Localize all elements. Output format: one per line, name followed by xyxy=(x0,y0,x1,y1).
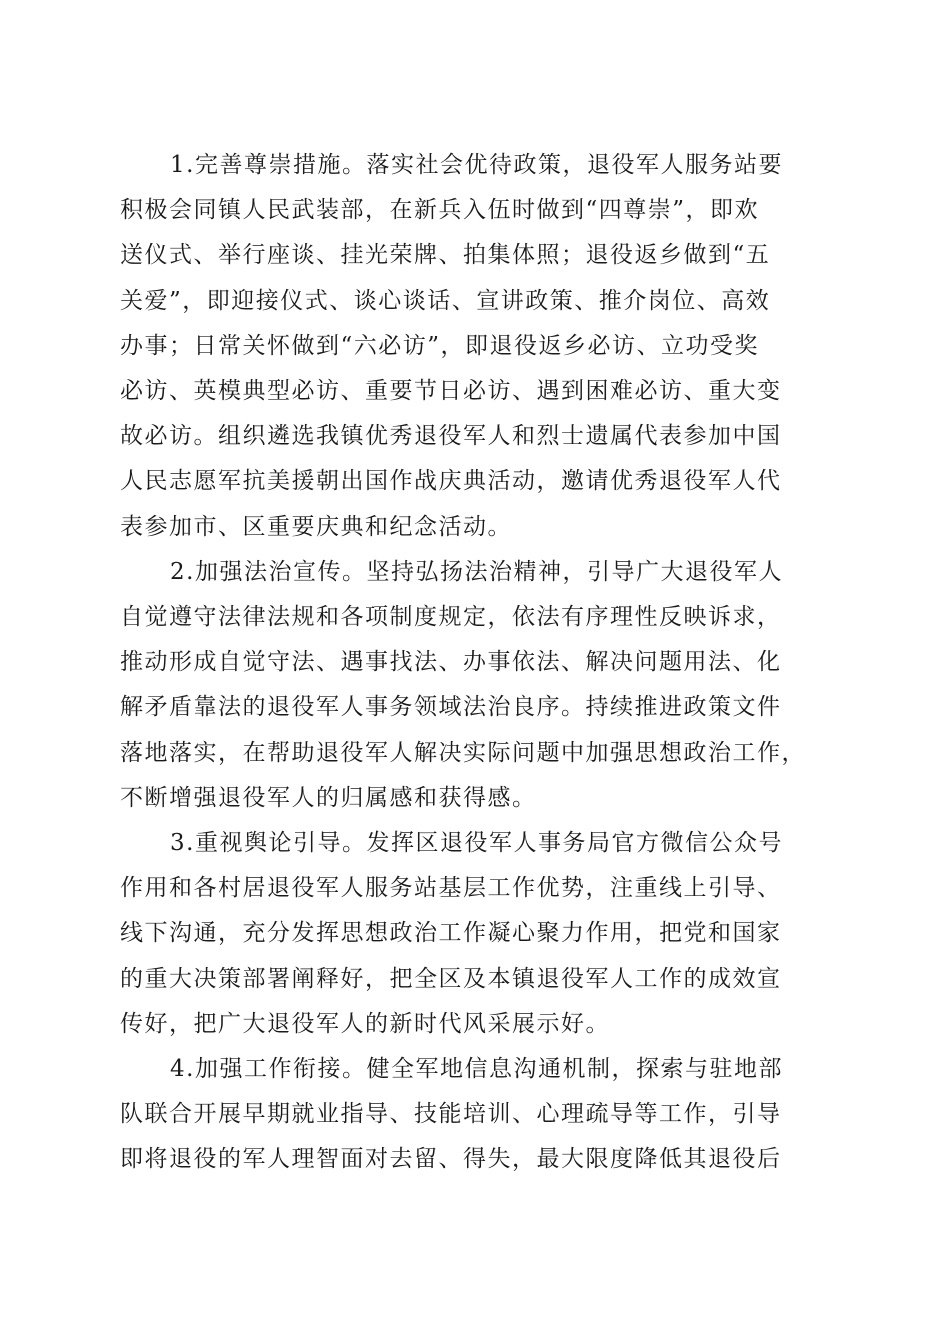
paragraph-line: 送仪式、举行座谈、挂光荣牌、拍集体照；退役返乡做到“五 xyxy=(120,242,771,269)
paragraph-line: 表参加市、区重要庆典和纪念活动。 xyxy=(120,513,512,540)
paragraph-line: 积极会同镇人民武装部，在新兵入伍时做到“四尊崇”，即欢 xyxy=(120,197,760,224)
paragraph-4 xyxy=(120,1047,832,1183)
paragraph-line: 即将退役的军人理智面对去留、得失，最大限度降低其退役后 xyxy=(120,1146,782,1173)
paragraph-line: 故必访。组织遴选我镇优秀退役军人和烈士遗属代表参加中国 xyxy=(120,423,782,450)
paragraph-line: 落地落实，在帮助退役军人解决实际问题中加强思想政治工作， xyxy=(120,739,806,766)
paragraph-line: 3.重视舆论引导。发挥区退役军人事务局官方微信公众号 xyxy=(170,830,783,857)
paragraph-line: 2.加强法治宣传。坚持弘扬法治精神，引导广大退役军人 xyxy=(170,558,783,585)
paragraph-line: 传好，把广大退役军人的新时代风采展示好。 xyxy=(120,1010,610,1037)
paragraph-line: 的重大决策部署阐释好，把全区及本镇退役军人工作的成效宣 xyxy=(120,965,782,992)
paragraph-line: 不断增强退役军人的归属感和获得感。 xyxy=(120,784,537,811)
paragraph-line: 1.完善尊崇措施。落实社会优待政策，退役军人服务站要 xyxy=(170,152,783,178)
paragraph-line: 4.加强工作衔接。健全军地信息沟通机制，探索与驻地部 xyxy=(170,1056,783,1083)
paragraph-1 xyxy=(120,143,832,550)
paragraph-line: 作用和各村居退役军人服务站基层工作优势，注重线上引导、 xyxy=(120,875,782,902)
paragraph-line: 关爱”，即迎接仪式、谈心谈话、宣讲政策、推介岗位、高效 xyxy=(120,287,771,314)
paragraph-2 xyxy=(120,550,832,821)
paragraph-line: 队联合开展早期就业指导、技能培训、心理疏导等工作，引导 xyxy=(120,1101,782,1128)
paragraph-line: 线下沟通，充分发挥思想政治工作凝心聚力作用，把党和国家 xyxy=(120,920,782,947)
paragraph-line: 必访、英模典型必访、重要节日必访、遇到困难必访、重大变 xyxy=(120,378,782,405)
paragraph-line: 推动形成自觉守法、遇事找法、办事依法、解决问题用法、化 xyxy=(120,649,782,676)
paragraph-line: 自觉遵守法律法规和各项制度规定，依法有序理性反映诉求， xyxy=(120,604,782,631)
body-text xyxy=(120,143,832,1183)
paragraph-line: 办事；日常关怀做到“六必访”，即退役返乡必访、立功受奖 xyxy=(120,332,760,359)
paragraph-3 xyxy=(120,821,832,1047)
paragraph-line: 人民志愿军抗美援朝出国作战庆典活动，邀请优秀退役军人代 xyxy=(120,468,782,495)
paragraph-line: 解矛盾靠法的退役军人事务领域法治良序。持续推进政策文件 xyxy=(120,694,782,721)
